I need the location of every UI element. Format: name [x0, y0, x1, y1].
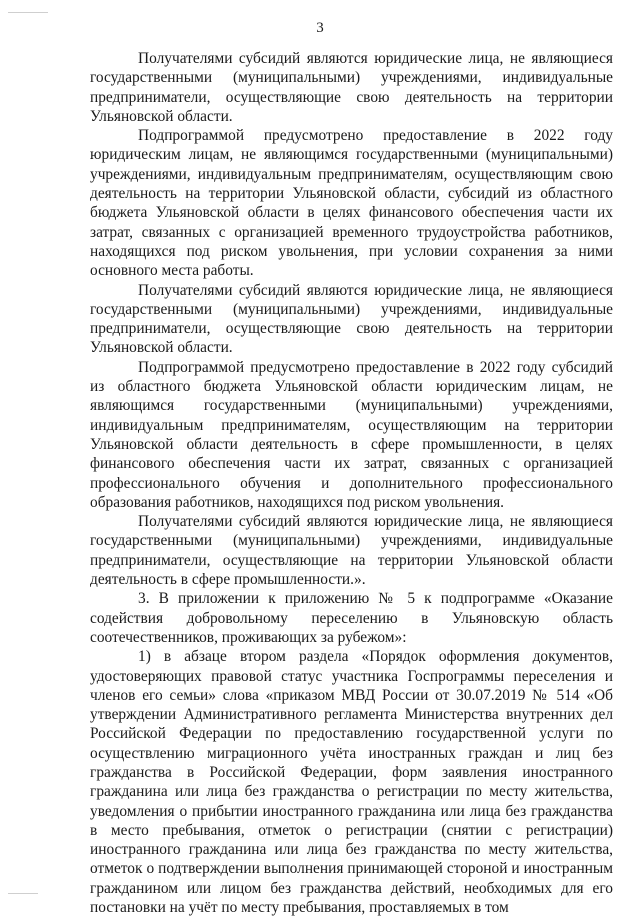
scan-edge-mark-bottom: [8, 893, 38, 894]
paragraph-recipients-2: Получателями субсидий являются юридические лица, не являющиеся государственными (муниципальными) учреждениями, индивидуальные предприниматели, осуществляющие свою деятельность на территории Ульяновской области.: [90, 281, 613, 357]
paragraph-recipients-1: Получателями субсидий являются юридические лица, не являющиеся государственными (муниципальными) учреждениями, индивидуальные предприниматели, осуществляющие свою деятельность на территории Ульяновской области.: [90, 50, 613, 125]
paragraph-amendment-3: 3. В приложении к приложению № 5 к подпрограмме «Оказание содействия добровольному переселению в Ульяновскую область соотечественников, проживающих за рубежом»:: [90, 590, 613, 646]
page-number: 3: [316, 20, 324, 36]
paragraph-amendment-3-item-1: 1) в абзаце втором раздела «Порядок оформления документов, удостоверяющих правовой статус участника Госпрограммы переселения и членов его семьи» слова «приказом МВД России от 30.07.2019 № 514 «Об утверждении Административного регламента Министерства внутренних дел Российской Федерации по предоставлению государственной услуги по осуществлению миграционного учёта иностранных граждан и лиц без гражданства в Российской Федерации, форм заявления иностранного гражданина или лица без гражданства о регистрации по месту жительства, уведомления о прибытии иностранного гражданина или лица без гражданства в место пребывания, отметок о регистрации (снятии с регистрации) иностранного гражданина или лица без гражданства по месту жительства, отметок о подтверждении выполнения принимающей стороной и иностранным гражданином или лицом без гражданства действий, необходимых для его постановки на учёт по месту пребывания, проставляемых в том: [90, 648, 613, 917]
paragraph-subsidy-temporary-employment: Подпрограммой предусмотрено предоставление в 2022 году юридическим лицам, не являющимся государственными (муниципальными) учреждениями, индивидуальным предпринимателям, осуществляющим свою деятельность на территории Ульяновской области, субсидий из областного бюджета Ульяновской области в целях финансового обеспечения части их затрат, связанных с организацией временного трудоустройства работников, находящихся под риском увольнения, при условии сохранения за ними основного места работы.: [90, 127, 613, 280]
scan-edge-mark-top: [8, 12, 48, 13]
paragraph-subsidy-professional-training: Подпрограммой предусмотрено предоставление в 2022 году субсидий из областного бюджета Ульяновской области юридическим лицам, не являющимся государственными (муниципальными) учреждениями, индивидуальным предпринимателям, осуществляющим на территории Ульяновской области деятельность в сфере промышленности, в целях финансового обеспечения части их затрат, связанных с организацией профессионального обучения и дополнительного профессионального образования работников, находящихся под риском увольнения.: [90, 358, 613, 511]
document-body: [90, 49, 613, 917]
paragraph-recipients-3: Получателями субсидий являются юридические лица, не являющиеся государственными (муниципальными) учреждениями, индивидуальные предприниматели, осуществляющие на территории Ульяновской области деятельность в сфере промышленности.».: [90, 513, 613, 589]
